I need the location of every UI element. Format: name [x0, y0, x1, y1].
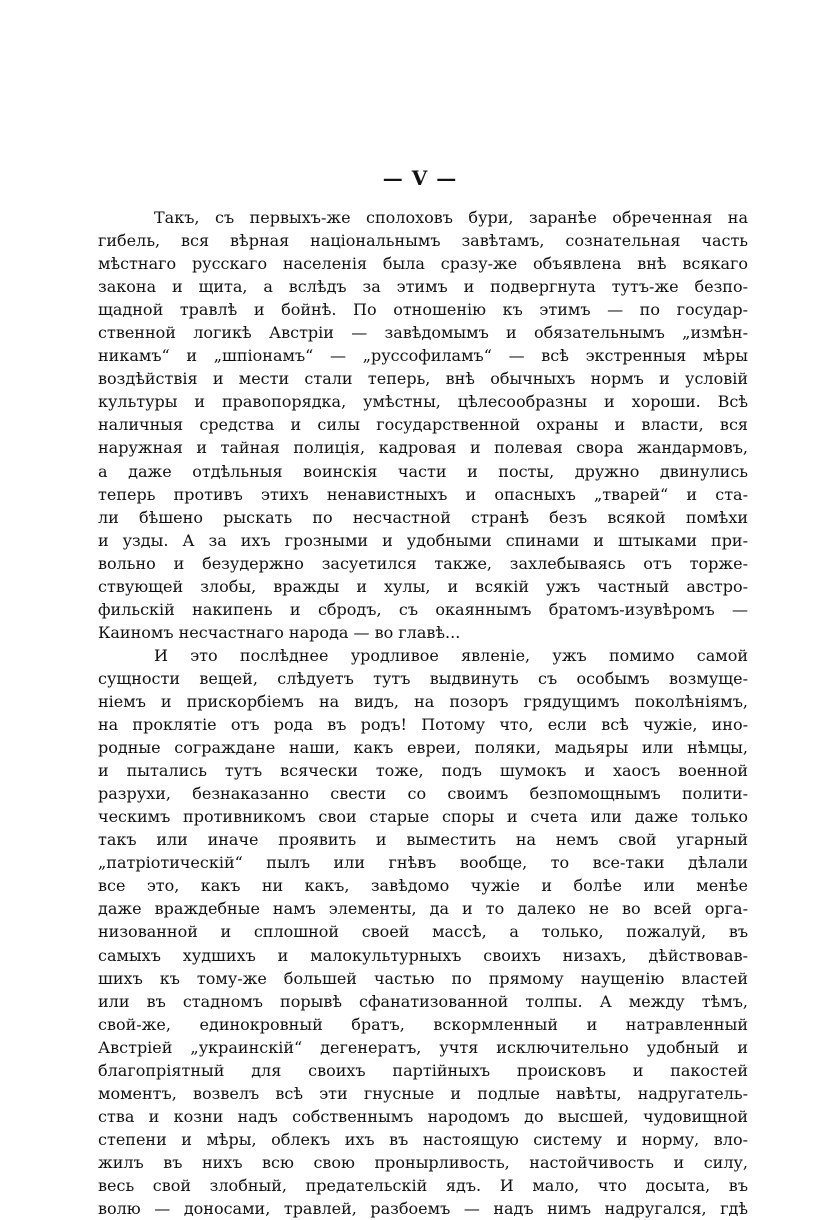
text-line-35: или въ стадномъ порывѣ сфанатизованной толпы. А между тѣмъ,	[98, 991, 748, 1011]
text-line-9: культуры и правопорядка, умѣстны, цѣлесообразны и хороши. Всѣ	[98, 392, 748, 412]
text-line-42: жилъ въ нихъ всю свою пронырливость, настойчивость и силу,	[98, 1152, 748, 1172]
text-line-23: на проклятіе отъ рода въ родъ! Потому что, если всѣ чужіе, ино-	[98, 715, 748, 735]
text-line-1: Такъ, съ первыхъ-же сполоховъ бури, заранѣе обреченная на	[154, 208, 748, 227]
text-line-29: „патріотическій“ пылъ или гнѣвъ вообще, то все-таки дѣлали	[98, 853, 748, 873]
text-line-31: даже враждебные намъ элементы, да и то далеко не во всей орга-	[98, 899, 748, 919]
text-line-7: никамъ“ и „шпіонамъ“ — „руссофиламъ“ — всѣ экстренныя мѣры	[98, 346, 748, 366]
text-line-41: степени и мѣры, облекъ ихъ въ настоящую систему и норму, вло-	[98, 1129, 748, 1149]
text-line-36: свой-же, единокровный братъ, вскормленный и натравленный	[98, 1014, 748, 1034]
text-line-5: щадной травлѣ и бойнѣ. По отношенію къ этимъ — по государ-	[98, 300, 748, 320]
text-line-24: родные сограждане наши, какъ евреи, поляки, мадьяры или нѣмцы,	[98, 738, 748, 758]
text-line-32: низованной и сплошной своей массѣ, а только, пожалуй, въ	[98, 922, 748, 942]
text-line-13: теперь противъ этихъ ненавистныхъ и опасныхъ „тварей“ и ста-	[98, 484, 748, 504]
page-number: — V —	[382, 166, 458, 190]
text-line-26: разрухи, безнаказанно свести со своимъ безпомощнымъ полити-	[98, 784, 748, 804]
text-line-14: ли бѣшено рыскать по несчастной странѣ безъ всякой помѣхи	[98, 507, 748, 527]
text-line-44: волю — доносами, травлей, разбоемъ — надъ нимъ надругался, гдѣ	[98, 1199, 748, 1219]
text-line-10: наличныя средства и силы государственной охраны и власти, вся	[98, 415, 748, 435]
text-line-17: ствующей злобы, вражды и хулы, и всякій ужъ частный австро-	[98, 576, 748, 596]
text-line-22: ніемъ и прискорбіемъ на видъ, на позоръ грядущимъ поколѣніямъ,	[98, 691, 748, 711]
text-line-20: И это послѣднее уродливое явленіе, ужъ помимо самой	[154, 645, 748, 665]
text-line-16: вольно и безудержно засуетился также, захлебываясь отъ торже-	[98, 553, 748, 573]
text-line-33: самыхъ худшихъ и малокультурныхъ своихъ низахъ, дѣйствовав-	[98, 945, 748, 965]
text-line-8: воздѣйствія и мести стали теперь, внѣ обычныхъ нормъ и условій	[98, 369, 748, 389]
text-line-18: фильскій накипень и сбродъ, съ окаяннымъ братомъ-изувѣромъ —	[98, 599, 748, 619]
text-line-19: Каиномъ несчастнаго народа — во главѣ...	[98, 622, 461, 642]
text-line-6: ственной логикѣ Австріи — завѣдомымъ и обязательнымъ „измѣн-	[98, 323, 748, 343]
text-line-12: а даже отдѣльныя воинскія части и посты, дружно двинулись	[98, 461, 748, 481]
text-line-37: Австріей „украинскій“ дегенератъ, учтя исключительно удобный и	[98, 1037, 748, 1057]
text-line-30: все это, какъ ни какъ, завѣдомо чужіе и болѣе или менѣе	[98, 876, 748, 896]
text-line-39: моментъ, возвелъ всѣ эти гнусные и подлые навѣты, надругатель-	[98, 1083, 748, 1103]
text-line-11: наружная и тайная полиція, кадровая и полевая свора жандармовъ,	[98, 438, 748, 458]
text-line-43: весь свой злобный, предательскій ядъ. И мало, что досыта, въ	[98, 1175, 748, 1195]
text-line-40: ства и козни надъ собственнымъ народомъ до высшей, чудовищной	[98, 1106, 748, 1126]
text-line-25: и пытались тутъ всячески тоже, подъ шумокъ и хаосъ военной	[98, 761, 748, 781]
text-line-21: сущности вещей, слѣдуетъ тутъ выдвинуть съ особымъ возмуще-	[98, 668, 748, 688]
text-line-3: мѣстнаго русскаго населенія была сразу-же объявлена внѣ всякаго	[98, 254, 748, 274]
text-line-15: и узды. А за ихъ грозными и удобными спинами и штыками при-	[98, 530, 748, 550]
text-line-34: шихъ къ тому-же большей частью по прямому наущенію властей	[98, 968, 748, 988]
text-line-28: такъ или иначе проявить и выместить на немъ свой угарный	[98, 830, 748, 850]
body-text	[98, 206, 748, 1220]
text-line-38: благопріятный для своихъ партійныхъ происковъ и пакостей	[98, 1060, 748, 1080]
text-line-2: гибель, вся вѣрная національнымъ завѣтамъ, сознательная часть	[98, 231, 748, 251]
text-line-27: ческимъ противникомъ свои старые споры и счета или даже только	[98, 807, 748, 827]
text-line-4: закона и щита, а вслѣдъ за этимъ и подвергнута тутъ-же безпо-	[98, 277, 748, 297]
